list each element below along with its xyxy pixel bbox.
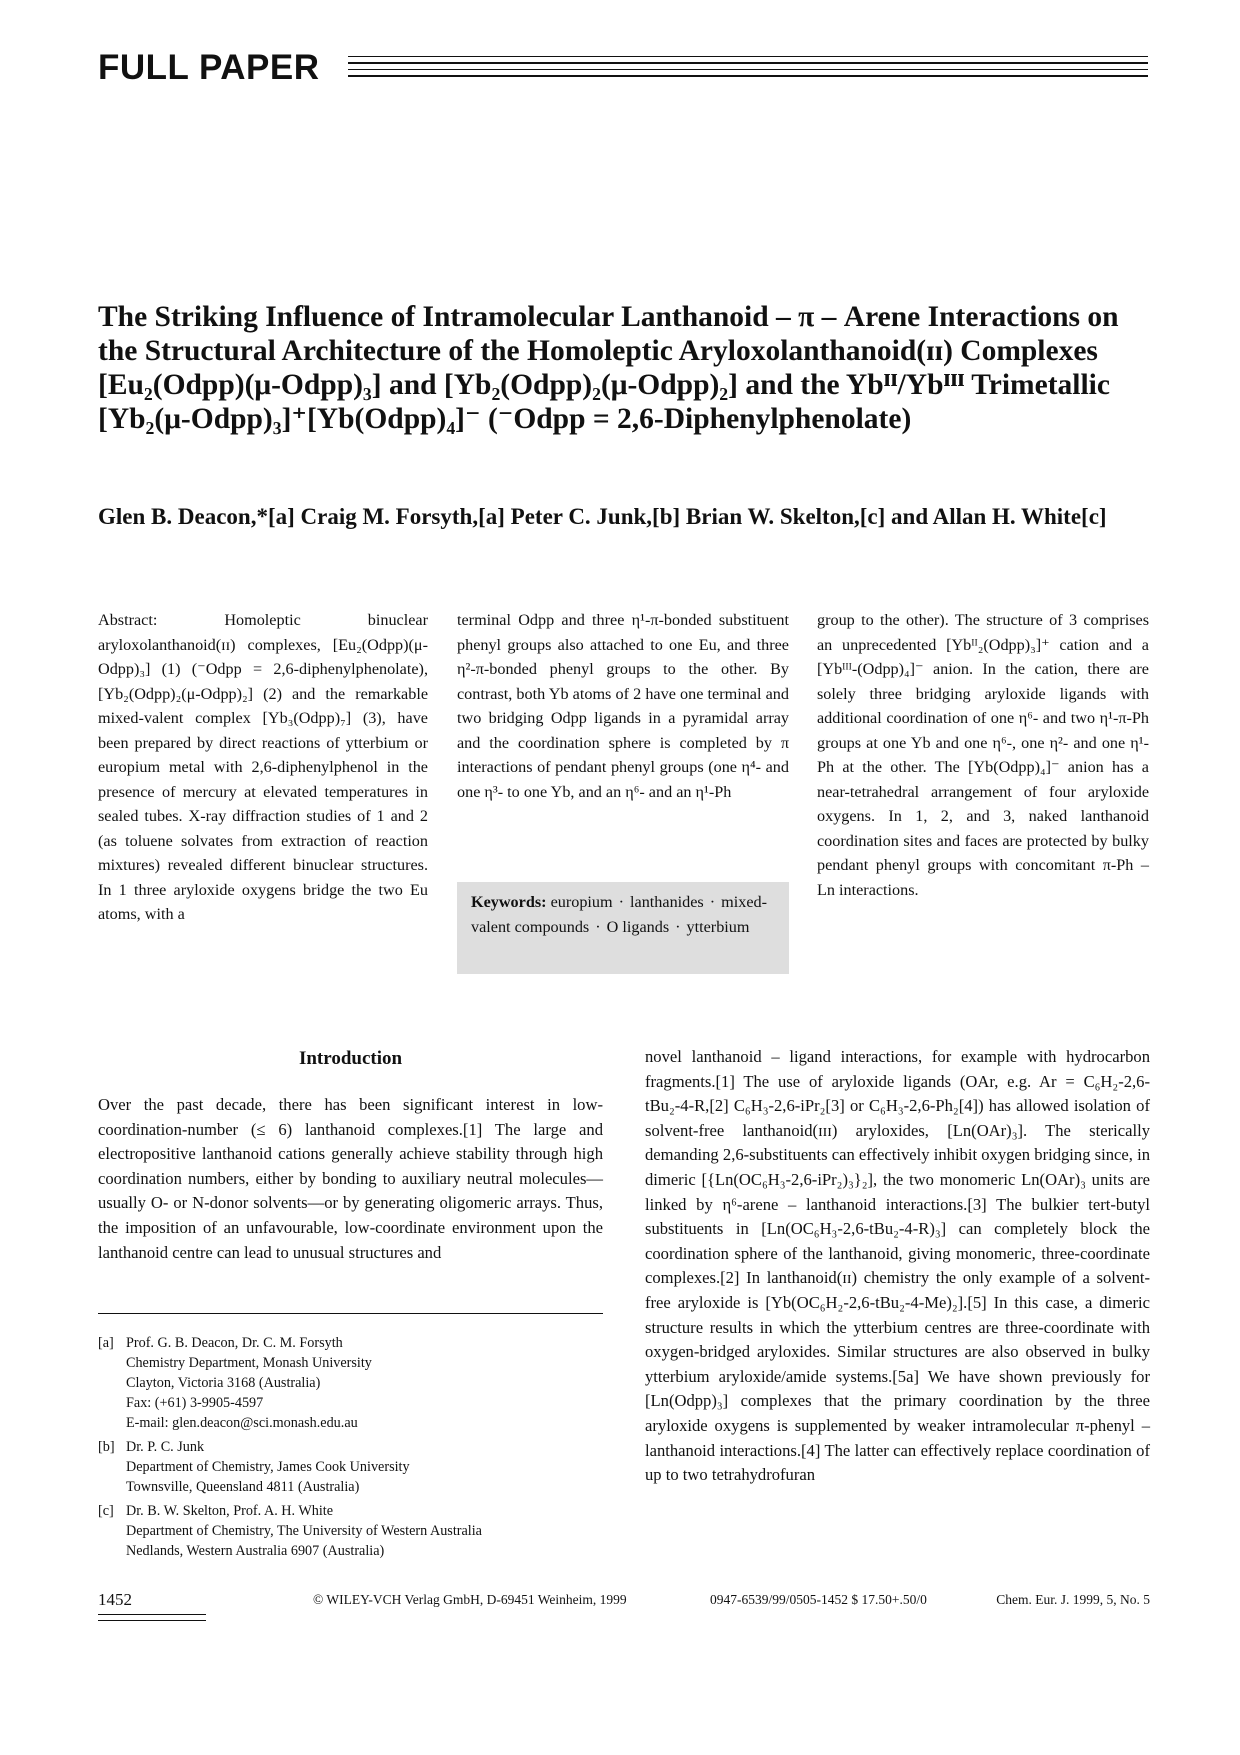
introduction-heading: Introduction <box>298 1048 403 1069</box>
footnote-line: Dr. P. C. Junk <box>126 1439 205 1455</box>
copyright-notice: © WILEY-VCH Verlag GmbH, D-69451 Weinheim, 1999 <box>313 1592 627 1607</box>
introduction-text-left: Over the past decade, there has been significant interest in low-coordination-number (≤ 6) lanthanoid complexes.[1] The large and electropositive lanthanoid cations generally achieve stability through high coordination numbers, either by bonding to auxiliary neutral molecules—usually O- or N-donor solvents—or by generating oligomeric arrays. Thus, the imposition of an unfavourable, low-coordinate environment upon the lanthanoid centre can lead to unusual structures and <box>98 1095 603 1262</box>
keyword: O ligands <box>606 917 670 936</box>
author-list: Glen B. Deacon,*[a] Craig M. Forsyth,[a] Peter C. Junk,[b] Brian W. Skelton,[c] and Allan H. White[c] <box>98 504 1107 529</box>
keywords-box <box>457 882 789 974</box>
footnote-a <box>98 1333 603 1433</box>
footnote-line: Fax: (+61) 3-9905-4597 <box>126 1395 264 1411</box>
abstract-text-3: group to the other). The structure of 3 comprises an unprecedented [Ybᴵᴵ₂(Odpp)₃]⁺ cation and a [Ybᴵᴵᴵ-(Odpp)₄]⁻ anion. In the cation, there are solely three bridging aryloxide ligands with additional coordination of one η⁶- and two η¹-π-Ph groups at one Yb and one η⁶-, one η²- and one η¹-Ph at the other. The [Yb(Odpp)₄]⁻ anion has a near-tetrahedral arrangement of four aryloxide oxygens. In 1, 2, and 3, naked lanthanoid coordination sites and faces are protected by bulky pendant phenyl groups with concomitant π-Ph – Ln interactions. <box>817 611 1149 899</box>
footnote-c <box>98 1501 603 1561</box>
footnote-line: Prof. G. B. Deacon, Dr. C. M. Forsyth <box>126 1335 343 1351</box>
keyword: lanthanides <box>630 893 704 911</box>
footnote-line: Townsville, Queensland 4811 (Australia) <box>126 1479 360 1495</box>
keywords-label: Keywords: <box>471 893 547 911</box>
header-rules <box>348 56 1148 82</box>
footnote-line: Dr. B. W. Skelton, Prof. A. H. White <box>126 1503 334 1519</box>
page-number-rule <box>98 1620 206 1621</box>
footnote-line: Department of Chemistry, James Cook University <box>126 1459 410 1475</box>
footnote-tag: [b] <box>98 1439 115 1455</box>
footnote-line: Department of Chemistry, The University of Western Australia <box>126 1523 482 1539</box>
abstract-text-2: terminal Odpp and three η¹-π-bonded substituent phenyl groups also attached to one Eu, and three η²-π-bonded phenyl groups to the other. By contrast, both Yb atoms of 2 have one terminal and two bridging Odpp ligands in a pyramidal array and the coordination sphere is completed by π interactions of pendant phenyl groups (one η⁴- and one η³- to one Yb, and an η⁶- and an η¹-Ph <box>457 611 789 801</box>
article-title: The Striking Influence of Intramolecular Lanthanoid – π – Arene Interactions on the Structural Architecture of the Homoleptic Aryloxolanthanoid(ɪɪ) Complexes [Eu₂(Odpp)(μ-Odpp)₃] and [Yb₂(Odpp)₂(μ-Odpp)₂] and the Ybᴵᴵ/Ybᴵᴵᴵ Trimetallic [Yb₂(μ-Odpp)₃]⁺[Yb(Odpp)₄]⁻ (⁻Odpp = 2,6-Diphenylphenolate) <box>98 301 1119 435</box>
keyword: europium <box>550 893 613 911</box>
abstract-column-3 <box>817 608 1149 902</box>
introduction-left-column <box>98 1093 603 1265</box>
page-number: 1452 <box>98 1590 132 1609</box>
footnote-line: Nedlands, Western Australia 6907 (Australia) <box>126 1543 385 1559</box>
footnote-divider <box>98 1313 603 1314</box>
section-label: FULL PAPER <box>98 48 320 87</box>
introduction-text-right: novel lanthanoid – ligand interactions, for example with hydrocarbon fragments.[1] The use of aryloxide ligands (OAr, e.g. Ar = C₆H₂-2,6-tBu₂-4-R,[2] C₆H₃-2,6-iPr₂[3] or C₆H₃-2,6-Ph₂[4]) has allowed isolation of solvent-free lanthanoid(ɪɪɪ) aryloxides, [Ln(OAr)₃]. The sterically demanding 2,6-substituents can effectively inhibit oxygen bridging since, in dimeric [{Ln(OC₆H₃-2,6-iPr₂)₃}₂], the two monomeric Ln(OAr)₃ units are linked by η⁶-arene – lanthanoid interactions.[3] The bulkier tert-butyl substituents in [Ln(OC₆H₃-2,6-tBu₂-4-R)₃] can completely block the coordination sphere of the lanthanoid, giving monomeric, three-coordinate complexes.[2] In lanthanoid(ɪɪ) chemistry the only example of a solvent-free aryloxide is [Yb(OC₆H₂-2,6-tBu₂-4-Me)₂].[5] In this case, a dimeric structure results in which the ytterbium centres are three-coordinate with oxygen-bridged aryloxides. Similar structures are also observed in bulky ytterbium aryloxide/amide systems.[5a] We have shown previously for [Ln(Odpp)₃] complexes that the primary coordination by the three aryloxide oxygens is supplemented by weaker intramolecular π-phenyl – lanthanoid interactions.[4] The latter can effectively replace coordination of up to two tetrahydrofuran <box>645 1047 1150 1485</box>
footnote-b <box>98 1437 603 1497</box>
abstract-column-1 <box>98 608 428 927</box>
issn-code: 0947-6539/99/0505-1452 $ 17.50+.50/0 <box>710 1592 927 1607</box>
affiliation-footnotes <box>98 1333 603 1565</box>
keyword-separator: · <box>709 893 716 911</box>
abstract-column-2 <box>457 608 789 804</box>
footnote-tag: [c] <box>98 1503 114 1519</box>
page-header <box>98 48 1148 88</box>
footnote-email[interactable]: E-mail: glen.deacon@sci.monash.edu.au <box>126 1415 358 1431</box>
journal-reference: Chem. Eur. J. 1999, 5, No. 5 <box>996 1592 1150 1607</box>
footnote-line: Chemistry Department, Monash University <box>126 1355 372 1371</box>
keyword-separator: · <box>618 893 625 911</box>
page-number-rule <box>98 1614 206 1615</box>
keyword-separator: · <box>595 917 601 936</box>
keyword-separator: · <box>675 917 681 936</box>
abstract-text-1: Abstract: Homoleptic binuclear aryloxolanthanoid(ɪɪ) complexes, [Eu₂(Odpp)(μ-Odpp)₃] (1) (⁻Odpp = 2,6-diphenylphenolate), [Yb₂(Odpp)₂(μ-Odpp)₂] (2) and the remarkable mixed-valent complex [Yb₃(Odpp)₇] (3), have been prepared by direct reactions of ytterbium or europium metal with 2,6-diphenylphenol in the presence of mercury at elevated temperatures in sealed tubes. X-ray diffraction studies of 1 and 2 (as toluene solvates from extraction of reaction mixtures) revealed different binuclear structures. In 1 three aryloxide oxygens bridge the two Eu atoms, with a <box>98 611 428 923</box>
page-footer <box>98 1590 1150 1620</box>
footnote-tag: [a] <box>98 1335 114 1351</box>
keyword: ytterbium <box>686 917 750 936</box>
introduction-right-column <box>645 1045 1150 1488</box>
keyword: mixed-valent compounds <box>471 893 767 936</box>
footnote-line: Clayton, Victoria 3168 (Australia) <box>126 1375 321 1391</box>
